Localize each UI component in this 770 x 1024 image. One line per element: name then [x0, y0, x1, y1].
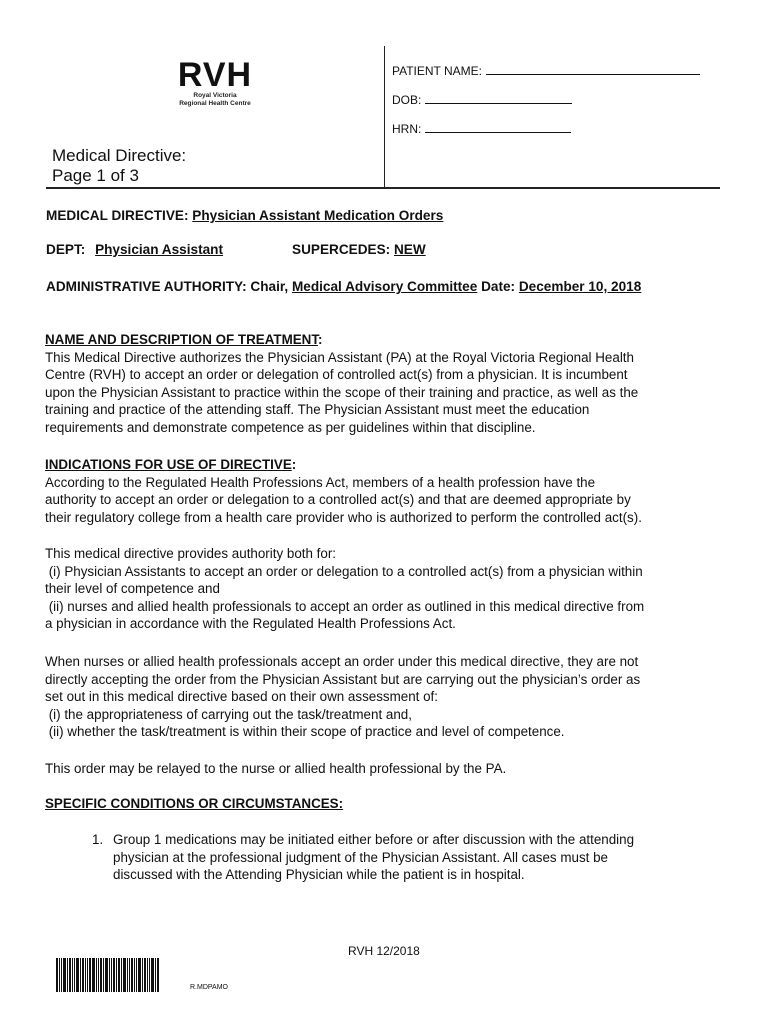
paragraph-line: When nurses or allied health professionals accept an order under this medical directive, they are not [45, 654, 639, 669]
list-item-number: 1. [92, 832, 104, 847]
paragraph-line: This order may be relayed to the nurse or allied health professional by the PA. [45, 761, 507, 776]
name-description-section: NAME AND DESCRIPTION OF TREATMENT: This Medical Directive authorizes the Physician Assistant (PA) at the Royal Victoria Regional Health Centre (RVH) to accept an order or delegation of controlled act(s) from a physician. It is incumbent upon the Physician Assistant to practice within the scope of their training and practice, as well as the training and practice of the attending staff. The Physician Assistant must meet the education requirements and demonstrate competence as per guidelines within that discipline. [45, 331, 725, 436]
indications-heading: INDICATIONS FOR USE OF DIRECTIVE [45, 457, 292, 472]
dept-value: Physician Assistant [95, 242, 223, 257]
authority-prefix: Chair, [250, 279, 289, 294]
page-title: Medical Directive: [52, 146, 187, 165]
patient-name-field[interactable] [392, 64, 700, 78]
authority-both-section [45, 545, 725, 633]
paragraph-line: According to the Regulated Health Professions Act, members of a health profession have the [45, 474, 596, 490]
header-divider-horizontal [46, 187, 720, 189]
page-number: Page 1 of 3 [52, 166, 139, 185]
paragraph-line: upon the Physician Assistant to practice within the scope of their training and practice, as well as the [45, 384, 639, 400]
relay-section [45, 760, 725, 778]
authority-value: Medical Advisory Committee [291, 279, 478, 294]
list-item-line: physician at the professional judgment of the Physician Assistant. All cases must be [113, 849, 608, 865]
paragraph-line: their regulatory college from a health care provider who is authorized to perform the controlled act(s). [45, 509, 642, 525]
paragraph-line: This medical directive provides authority both for: [45, 546, 337, 561]
authority-row [46, 278, 641, 295]
paragraph-line: (ii) whether the task/treatment is within their scope of practice and level of competence. [45, 724, 565, 739]
paragraph-line: (i) the appropriateness of carrying out the task/treatment and, [45, 706, 412, 722]
hrn-field[interactable] [392, 122, 571, 136]
supercedes-label: SUPERCEDES: [292, 242, 391, 257]
paragraph-line: training and practice of the attending staff. The Physician Assistant must meet the education [45, 402, 590, 417]
directive-label: MEDICAL DIRECTIVE: [46, 208, 189, 223]
date-value: December 10, 2018 [518, 279, 642, 294]
paragraph-line: their level of competence and [45, 581, 220, 596]
name-description-heading: NAME AND DESCRIPTION OF TREATMENT [45, 332, 319, 347]
footer-code: RVH 12/2018 [348, 944, 420, 958]
indications-section: INDICATIONS FOR USE OF DIRECTIVE: According to the Regulated Health Professions Act, members of a health profession have the authority to accept an order or delegation to a controlled act(s) and that are deemed appropriate by their regulatory college from a health care provider who is authorized to perform the controlled act(s). [45, 456, 725, 526]
paragraph-line: requirements and demonstrate competence as per guidelines within that discipline. [45, 419, 536, 435]
logo-line-1: Royal Victoria [193, 92, 237, 99]
authority-label: ADMINISTRATIVE AUTHORITY: [46, 279, 247, 294]
paragraph-line: (i) Physician Assistants to accept an order or delegation to a controlled act(s) from a physician within [45, 563, 643, 579]
list-item [113, 831, 713, 884]
patient-name-blank[interactable] [486, 64, 700, 75]
date-label: Date: [481, 279, 516, 294]
dept-row [46, 241, 223, 258]
hrn-label: HRN: [392, 122, 422, 136]
header-title-block [52, 146, 186, 186]
directive-row [46, 207, 443, 224]
hrn-blank[interactable] [425, 122, 571, 133]
paragraph-line: This Medical Directive authorizes the Physician Assistant (PA) at the Royal Victoria Regional Health [45, 349, 634, 365]
paragraph-line: set out in this medical directive based on their own assessment of: [45, 689, 438, 704]
paragraph-line: directly accepting the order from the Physician Assistant but are carrying out the physician’s order as [45, 671, 641, 687]
dob-field[interactable] [392, 93, 572, 107]
logo-line-2: Regional Health Centre [179, 100, 251, 107]
paragraph-line: (ii) nurses and allied health professionals to accept an order as outlined in this medical directive from [45, 598, 645, 614]
dob-label: DOB: [392, 93, 422, 107]
nurses-section [45, 653, 725, 741]
conditions-section [45, 795, 725, 813]
paragraph-line: authority to accept an order or delegation to a controlled act(s) and that are deemed appropriate by [45, 492, 631, 507]
paragraph-line: Centre (RVH) to accept an order or delegation of controlled act(s) from a physician. It is incumbent [45, 367, 628, 382]
dept-label: DEPT: [46, 242, 86, 257]
barcode-label: R.MDPAMO [190, 984, 228, 991]
supercedes-row [292, 241, 426, 258]
header-divider-vertical [384, 46, 385, 189]
barcode-image [56, 958, 186, 992]
conditions-heading: SPECIFIC CONDITIONS OR CIRCUMSTANCES: [45, 796, 344, 811]
rvh-logo [150, 58, 280, 108]
logo-wordmark: RVH [177, 56, 253, 94]
list-item-line: discussed with the Attending Physician while the patient is in hospital. [113, 867, 525, 882]
dob-blank[interactable] [425, 93, 572, 104]
paragraph-line: a physician in accordance with the Regulated Health Professions Act. [45, 616, 456, 631]
patient-name-label: PATIENT NAME: [392, 64, 483, 78]
list-item-line: Group 1 medications may be initiated either before or after discussion with the attending [113, 832, 635, 847]
directive-value: Physician Assistant Medication Orders [192, 208, 444, 223]
supercedes-value: NEW [393, 242, 426, 257]
